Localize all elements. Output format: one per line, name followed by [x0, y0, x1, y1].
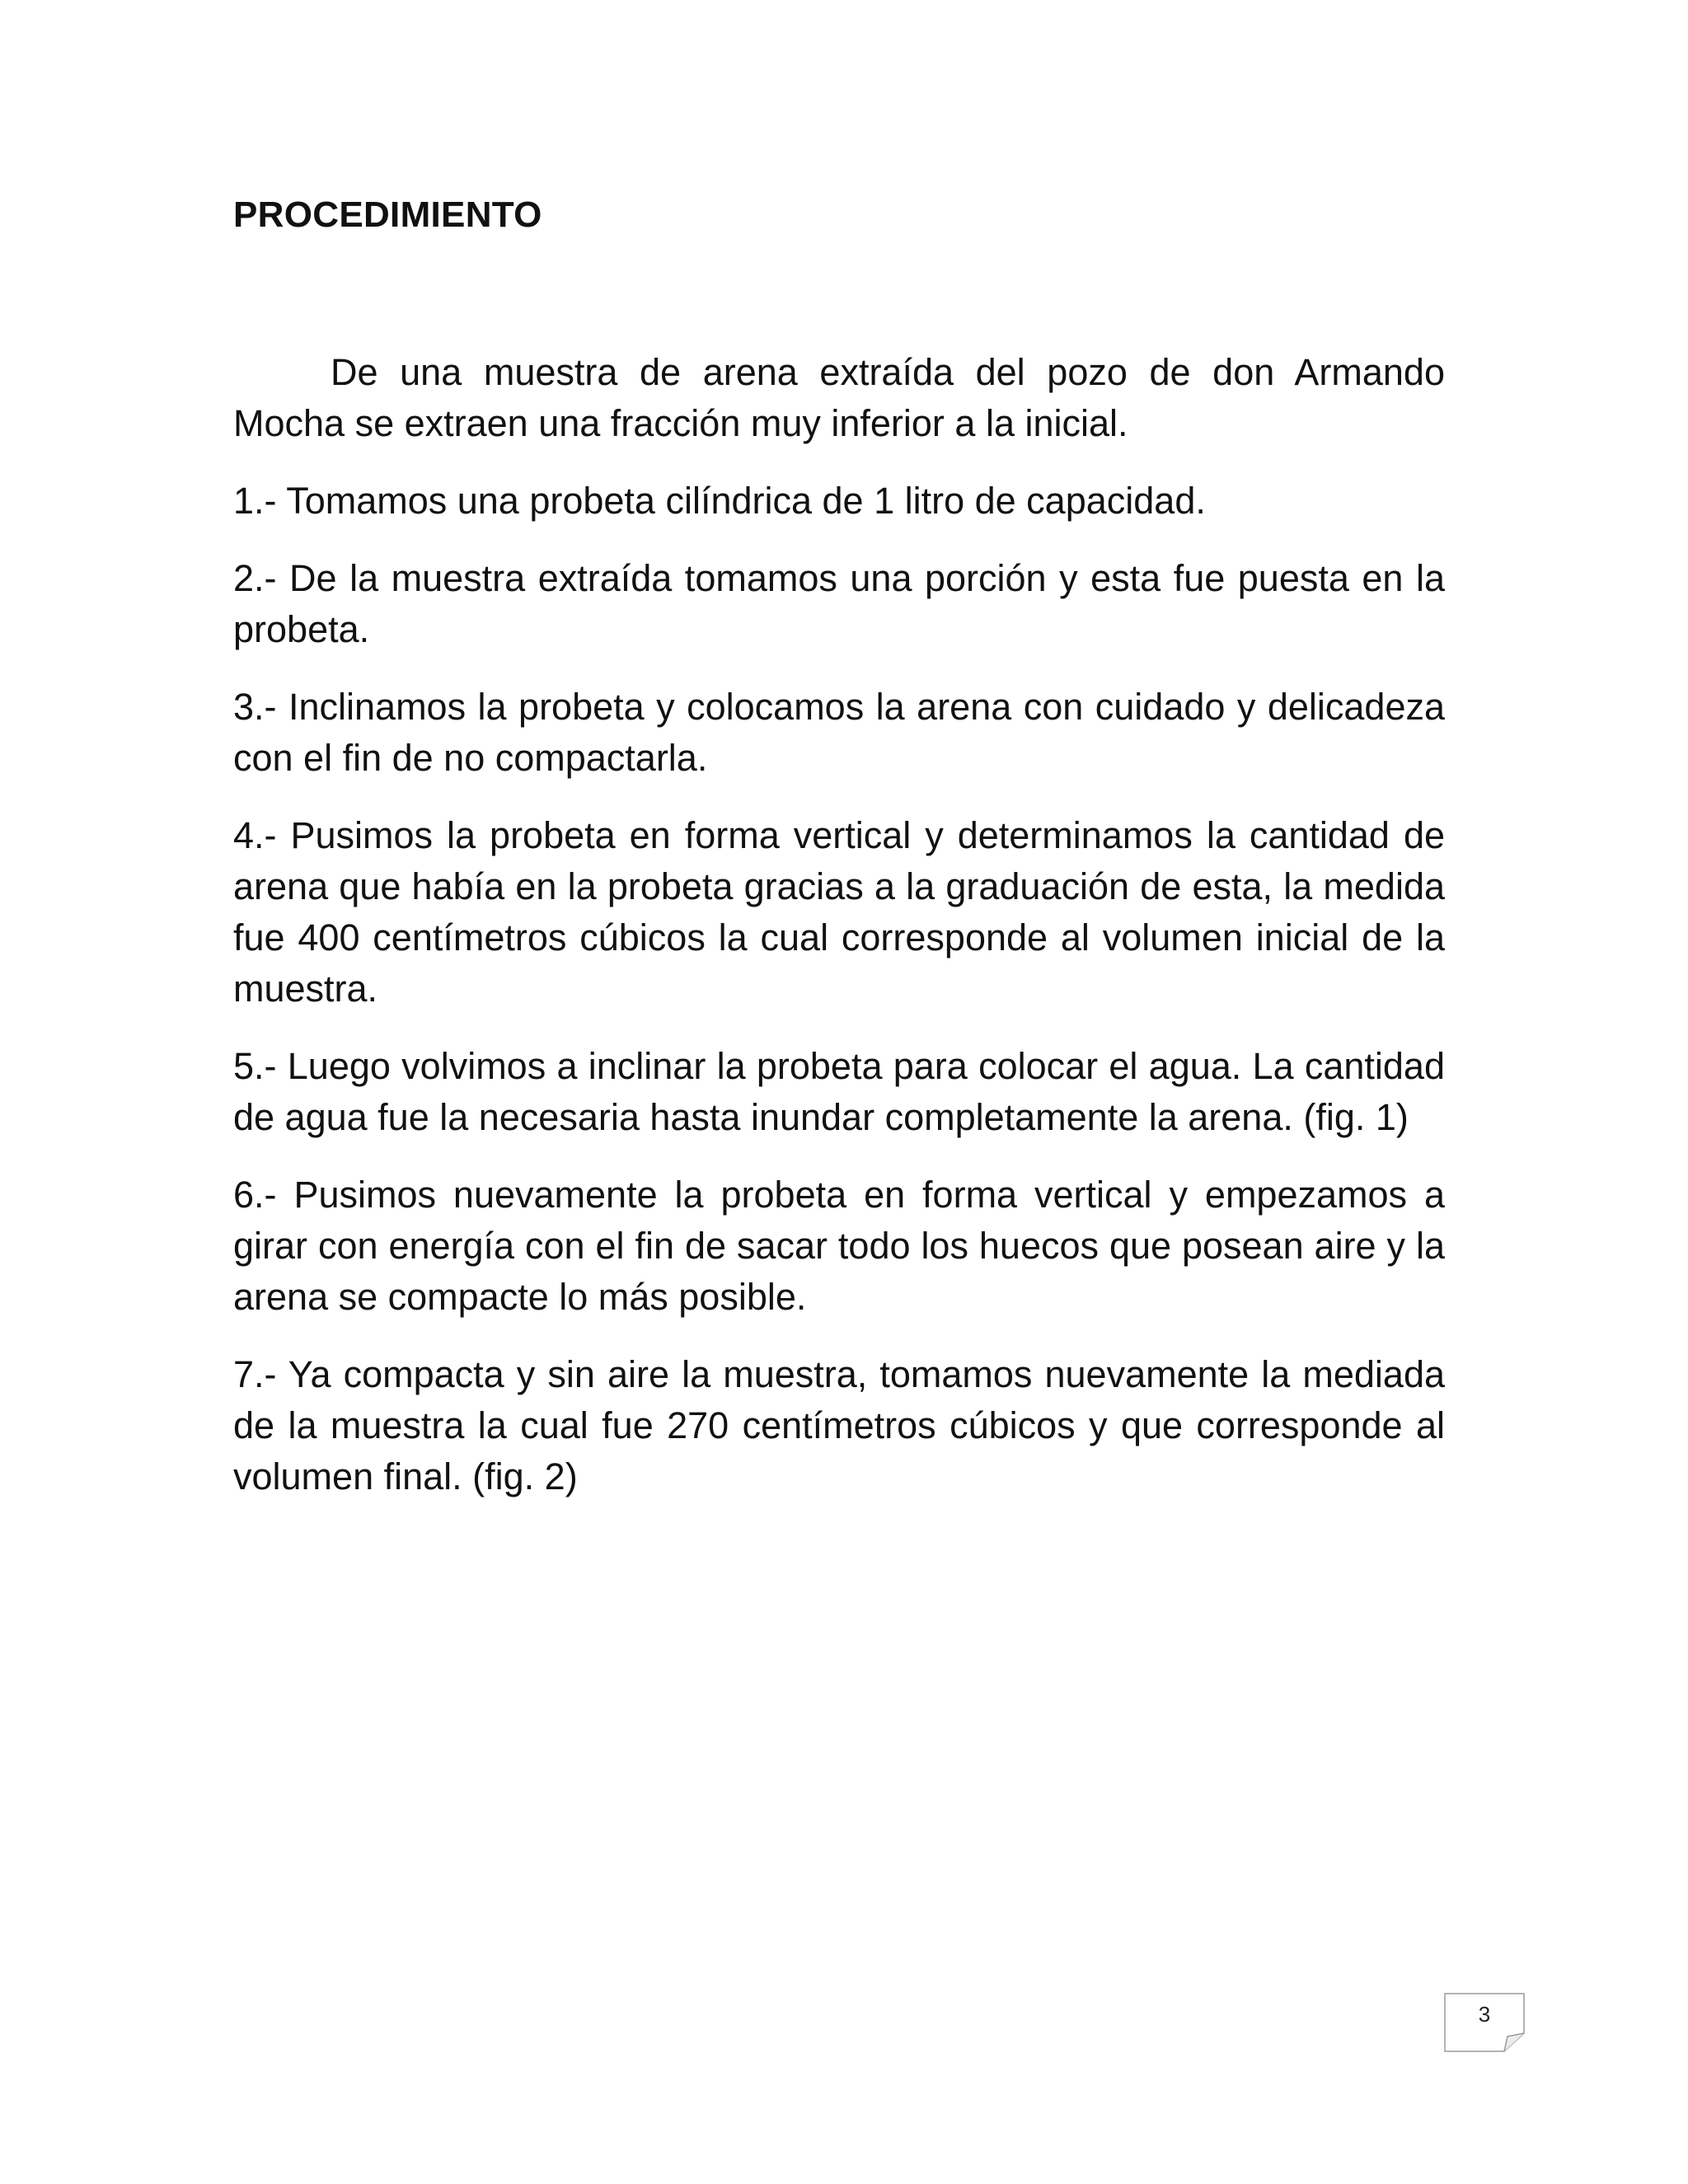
- page-number-badge: [1444, 1993, 1525, 2052]
- step-7: 7.- Ya compacta y sin aire la muestra, tomamos nuevamente la mediada de la muestra la cual fue 270 centímetros cúbicos y que corresponde al volumen final. (fig. 2): [233, 1353, 1445, 1497]
- step-1: 1.- Tomamos una probeta cilíndrica de 1 litro de capacidad.: [233, 480, 1206, 522]
- step-4: 4.- Pusimos la probeta en forma vertical y determinamos la cantidad de arena que había en la probeta gracias a la graduación de esta, la medida fue 400 centímetros cúbicos la cual corresponde al volumen inicial de la muestra.: [233, 814, 1445, 1010]
- step-3: 3.- Inclinamos la probeta y colocamos la arena con cuidado y delicadeza con el fin de no compactarla.: [233, 686, 1445, 779]
- step-2: 2.- De la muestra extraída tomamos una porción y esta fue puesta en la probeta.: [233, 557, 1445, 650]
- step-6: 6.- Pusimos nuevamente la probeta en forma vertical y empezamos a girar con energía con el fin de sacar todo los huecos que posean aire y la arena se compacte lo más posible.: [233, 1174, 1445, 1318]
- step-5: 5.- Luego volvimos a inclinar la probeta para colocar el agua. La cantidad de agua fue la necesaria hasta inundar completamente la arena. (fig. 1): [233, 1045, 1445, 1138]
- intro-paragraph: De una muestra de arena extraída del pozo de don Armando Mocha se extraen una fracción muy inferior a la inicial.: [233, 351, 1445, 444]
- section-heading: PROCEDIMIENTO: [233, 194, 542, 235]
- procedure-text: [233, 347, 1445, 1529]
- page-number: 3: [1478, 2002, 1491, 2027]
